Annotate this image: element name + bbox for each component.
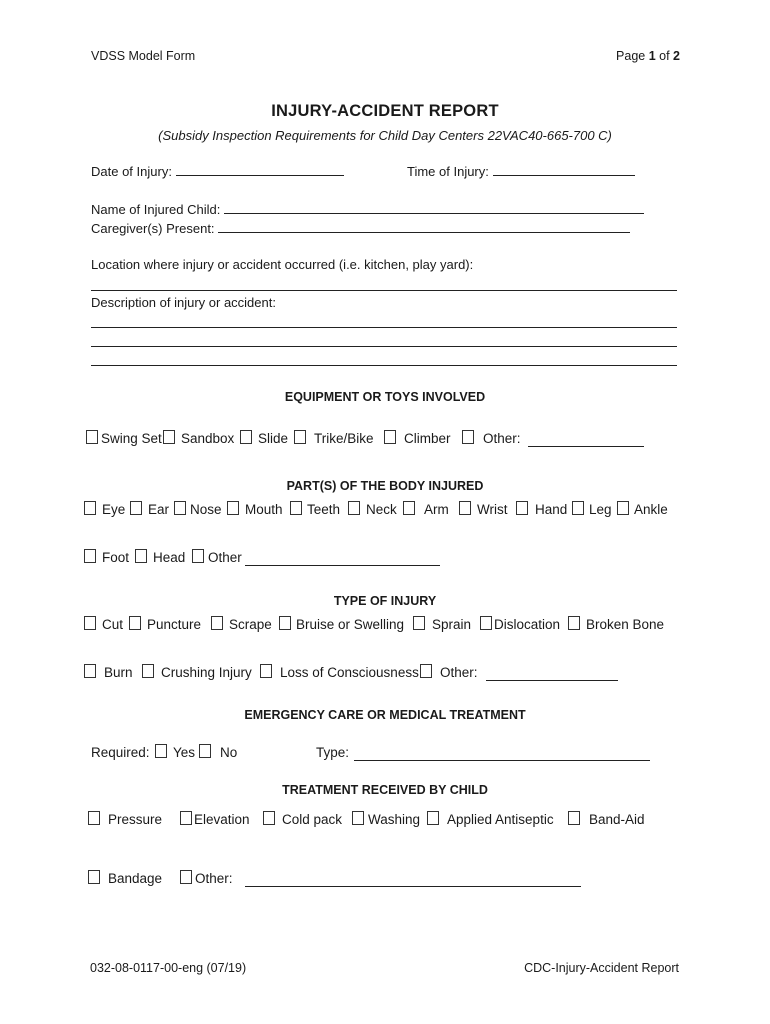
applied-antiseptic-checkbox[interactable] [427,811,439,825]
ear-label: Ear [148,502,170,517]
form-name: CDC-Injury-Accident Report [524,961,679,975]
crushing-injury-label: Crushing Injury [161,665,252,680]
nose-label: Nose [190,502,222,517]
treatment-other-checkbox[interactable] [180,870,192,884]
location-label: Location where injury or accident occurred (i.e. kitchen, play yard): [91,257,474,272]
eye-checkbox[interactable] [84,501,96,515]
ear-checkbox[interactable] [130,501,142,515]
sandbox-checkbox[interactable] [163,430,175,444]
sandbox-label: Sandbox [181,431,235,446]
equipment-row [0,430,770,450]
body-parts-row-1 [0,501,770,521]
foot-checkbox[interactable] [84,549,96,563]
teeth-checkbox[interactable] [290,501,302,515]
burn-label: Burn [104,665,133,680]
description-label: Description of injury or accident: [91,295,276,310]
band-aid-checkbox[interactable] [568,811,580,825]
dislocation-label: Dislocation [494,617,561,632]
nose-checkbox[interactable] [174,501,186,515]
time-of-injury-input[interactable] [493,162,635,176]
ankle-label: Ankle [634,502,668,517]
wrist-label: Wrist [477,502,508,517]
elevation-checkbox[interactable] [180,811,192,825]
mouth-checkbox[interactable] [227,501,239,515]
elevation-label: Elevation [194,812,250,827]
dislocation-checkbox[interactable] [480,616,492,630]
climber-label: Climber [404,431,451,446]
cut-label: Cut [102,617,124,632]
scrape-checkbox[interactable] [211,616,223,630]
neck-checkbox[interactable] [348,501,360,515]
emergency-row [0,744,770,764]
page-indicator [616,49,680,63]
band-aid-label: Band-Aid [589,812,645,827]
caregivers-label: Caregiver(s) Present: [91,221,215,236]
head-label: Head [153,550,186,565]
applied-antiseptic-label: Applied Antiseptic [447,812,554,827]
washing-checkbox[interactable] [352,811,364,825]
caregivers-field [91,219,630,236]
burn-checkbox[interactable] [84,664,96,678]
equipment-other-input[interactable] [528,432,644,447]
slide-checkbox[interactable] [240,430,252,444]
neck-label: Neck [366,502,397,517]
broken-bone-checkbox[interactable] [568,616,580,630]
leg-checkbox[interactable] [572,501,584,515]
required-yes-checkbox[interactable] [155,744,167,758]
child-name-field [91,200,644,217]
slide-label: Slide [258,431,289,446]
body-other-label: Other [208,550,242,565]
injury-other-label: Other: [440,665,478,680]
leg-label: Leg [589,502,612,517]
child-name-input[interactable] [224,200,644,214]
washing-label: Washing [368,812,421,827]
trike-bike-label: Trike/Bike [314,431,374,446]
mouth-label: Mouth [245,502,283,517]
description-line-2[interactable] [91,346,677,347]
bruise-swelling-checkbox[interactable] [279,616,291,630]
broken-bone-label: Broken Bone [586,617,665,632]
treatment-other-input[interactable] [245,872,581,887]
pressure-checkbox[interactable] [88,811,100,825]
treatment-other-label: Other: [195,871,233,886]
climber-checkbox[interactable] [384,430,396,444]
treatment-row-1 [0,811,770,831]
ankle-checkbox[interactable] [617,501,629,515]
eye-label: Eye [102,502,126,517]
hand-checkbox[interactable] [516,501,528,515]
injury-type-row-2 [0,664,770,684]
injury-other-input[interactable] [486,666,618,681]
cut-checkbox[interactable] [84,616,96,630]
form-source-label: VDSS Model Form [91,49,196,63]
body-other-checkbox[interactable] [192,549,204,563]
wrist-checkbox[interactable] [459,501,471,515]
crushing-injury-checkbox[interactable] [142,664,154,678]
description-line-3[interactable] [91,365,677,366]
scrape-label: Scrape [229,617,272,632]
foot-label: Foot [102,550,130,565]
injury-type-row-1 [0,616,770,636]
cold-pack-checkbox[interactable] [263,811,275,825]
location-input-line[interactable] [91,290,677,291]
treatment-type-input[interactable] [354,746,650,761]
arm-label: Arm [424,502,449,517]
puncture-label: Puncture [147,617,202,632]
injury-type-heading: TYPE OF INJURY [333,594,437,608]
emergency-heading: EMERGENCY CARE OR MEDICAL TREATMENT [244,708,526,722]
injury-other-checkbox[interactable] [420,664,432,678]
bruise-swelling-label: Bruise or Swelling [296,617,405,632]
child-name-label: Name of Injured Child: [91,202,221,217]
treatment-heading: TREATMENT RECEIVED BY CHILD [282,783,488,797]
page-prefix: Page [616,49,649,63]
hand-label: Hand [535,502,568,517]
swing-set-checkbox[interactable] [86,430,98,444]
pressure-label: Pressure [108,812,163,827]
arm-checkbox[interactable] [403,501,415,515]
trike-bike-checkbox[interactable] [294,430,306,444]
required-no-label: No [220,745,238,760]
date-of-injury-field [91,162,344,179]
page-current: 1 [648,49,656,63]
bandage-label: Bandage [108,871,163,886]
page-total: 2 [673,49,680,63]
equipment-heading: EQUIPMENT OR TOYS INVOLVED [284,390,486,404]
equipment-other-checkbox[interactable] [462,430,474,444]
required-label: Required: [91,745,150,760]
head-checkbox[interactable] [135,549,147,563]
equipment-other-label: Other: [483,431,521,446]
date-of-injury-label: Date of Injury: [91,164,172,179]
time-of-injury-label: Time of Injury: [407,164,489,179]
bandage-checkbox[interactable] [88,870,100,884]
page-of: of [655,49,674,63]
time-of-injury-field [407,162,635,179]
body-parts-heading: PART(S) OF THE BODY INJURED [286,479,484,493]
body-parts-row-2 [0,549,770,569]
required-yes-label: Yes [173,745,196,760]
page-title: INJURY-ACCIDENT REPORT [271,102,499,120]
puncture-checkbox[interactable] [129,616,141,630]
page-subtitle: (Subsidy Inspection Requirements for Child Day Centers 22VAC40-665-700 C) [158,128,612,143]
teeth-label: Teeth [307,502,341,517]
loss-of-consciousness-checkbox[interactable] [260,664,272,678]
date-of-injury-input[interactable] [176,162,344,176]
treatment-type-label: Type: [316,745,350,760]
description-line-1[interactable] [91,327,677,328]
required-no-checkbox[interactable] [199,744,211,758]
treatment-row-2 [0,870,770,890]
caregivers-input[interactable] [218,219,630,233]
body-other-input[interactable] [245,551,440,566]
loss-of-consciousness-label: Loss of Consciousness [280,665,419,680]
sprain-label: Sprain [432,617,472,632]
swing-set-label: Swing Set [101,431,162,446]
cold-pack-label: Cold pack [282,812,343,827]
form-number: 032-08-0117-00-eng (07/19) [90,961,247,975]
sprain-checkbox[interactable] [413,616,425,630]
